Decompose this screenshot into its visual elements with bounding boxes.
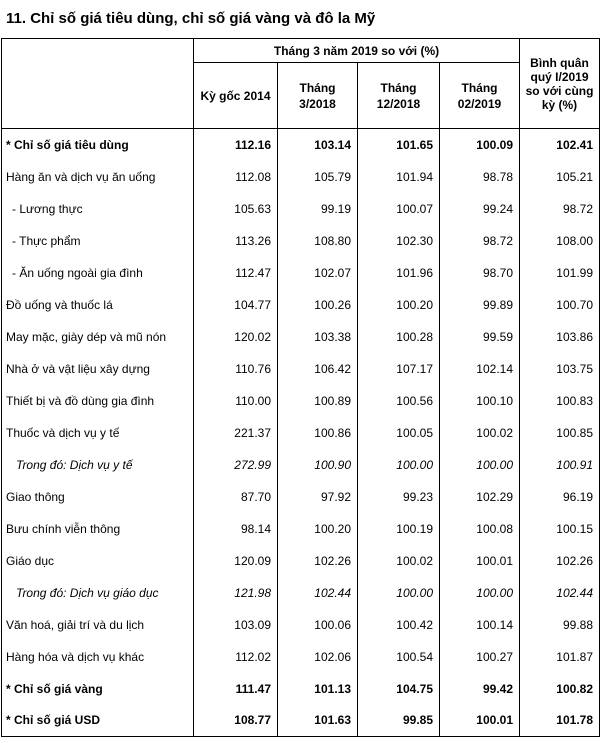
table-row — [2, 225, 600, 257]
row-value-cell: 100.89 — [278, 385, 358, 417]
row-value-cell: 102.41 — [520, 129, 600, 161]
table-row — [2, 161, 600, 193]
row-value-cell: 102.44 — [278, 577, 358, 609]
row-value-cell: 100.01 — [440, 705, 520, 737]
row-label: * Chỉ số giá USD — [2, 705, 194, 737]
row-value-cell: 101.94 — [358, 161, 440, 193]
header-col-dec-2018: Tháng 12/2018 — [358, 63, 440, 129]
row-value-cell: 100.86 — [278, 417, 358, 449]
row-value-cell: 113.26 — [194, 225, 278, 257]
row-value-cell: 100.85 — [520, 417, 600, 449]
row-value-cell: 100.27 — [440, 641, 520, 673]
row-value-cell: 100.14 — [440, 609, 520, 641]
row-label: * Chỉ số giá tiêu dùng — [2, 129, 194, 161]
row-label: Hàng hóa và dịch vụ khác — [2, 641, 194, 673]
table-row — [2, 129, 600, 161]
row-label: May mặc, giày dép và mũ nón — [2, 321, 194, 353]
row-label: Đồ uống và thuốc lá — [2, 289, 194, 321]
row-label: Văn hoá, giải trí và du lịch — [2, 609, 194, 641]
row-value-cell: 100.02 — [440, 417, 520, 449]
row-value-cell: 100.90 — [278, 449, 358, 481]
row-value-cell: 111.47 — [194, 673, 278, 705]
row-label: Trong đó: Dịch vụ y tế — [2, 449, 194, 481]
row-value-cell: 112.47 — [194, 257, 278, 289]
row-value-cell: 100.10 — [440, 385, 520, 417]
row-value-cell: 102.44 — [520, 577, 600, 609]
table-row — [2, 641, 600, 673]
row-value-cell: 98.14 — [194, 513, 278, 545]
row-value-cell: 99.19 — [278, 193, 358, 225]
row-value-cell: 102.29 — [440, 481, 520, 513]
row-label: Thiết bị và đồ dùng gia đình — [2, 385, 194, 417]
table-row — [2, 353, 600, 385]
row-value-cell: 105.79 — [278, 161, 358, 193]
row-value-cell: 121.98 — [194, 577, 278, 609]
row-value-cell: 98.72 — [520, 193, 600, 225]
row-value-cell: 103.75 — [520, 353, 600, 385]
row-value-cell: 100.56 — [358, 385, 440, 417]
page-title: 11. Chỉ số giá tiêu dùng, chỉ số giá vàng và đô la Mỹ — [6, 10, 376, 27]
row-value-cell: 101.78 — [520, 705, 600, 737]
table-row — [2, 705, 600, 737]
row-value-cell: 108.00 — [520, 225, 600, 257]
table-row — [2, 449, 600, 481]
row-value-cell: 100.26 — [278, 289, 358, 321]
row-label: Nhà ở và vật liệu xây dựng — [2, 353, 194, 385]
row-value-cell: 102.26 — [278, 545, 358, 577]
table-row — [2, 577, 600, 609]
row-value-cell: 96.19 — [520, 481, 600, 513]
row-value-cell: 98.70 — [440, 257, 520, 289]
row-label: - Ăn uống ngoài gia đình — [2, 257, 194, 289]
row-value-cell: 99.85 — [358, 705, 440, 737]
row-value-cell: 99.23 — [358, 481, 440, 513]
header-col-feb-2019: Tháng 02/2019 — [440, 63, 520, 129]
row-value-cell: 102.06 — [278, 641, 358, 673]
row-value-cell: 102.30 — [358, 225, 440, 257]
row-value-cell: 101.65 — [358, 129, 440, 161]
row-value-cell: 120.02 — [194, 321, 278, 353]
row-value-cell: 100.42 — [358, 609, 440, 641]
table-row — [2, 673, 600, 705]
row-value-cell: 103.38 — [278, 321, 358, 353]
header-col-mar-2018: Tháng 3/2018 — [278, 63, 358, 129]
row-value-cell: 100.54 — [358, 641, 440, 673]
row-value-cell: 112.08 — [194, 161, 278, 193]
row-value-cell: 100.07 — [358, 193, 440, 225]
table-row — [2, 481, 600, 513]
row-value-cell: 104.77 — [194, 289, 278, 321]
row-value-cell: 100.20 — [278, 513, 358, 545]
row-value-cell: 102.26 — [520, 545, 600, 577]
table-row — [2, 513, 600, 545]
row-value-cell: 100.00 — [358, 449, 440, 481]
row-value-cell: 120.09 — [194, 545, 278, 577]
row-value-cell: 112.02 — [194, 641, 278, 673]
row-value-cell: 99.42 — [440, 673, 520, 705]
row-value-cell: 99.59 — [440, 321, 520, 353]
row-value-cell: 100.05 — [358, 417, 440, 449]
row-value-cell: 103.86 — [520, 321, 600, 353]
row-label: Thuốc và dịch vụ y tế — [2, 417, 194, 449]
row-value-cell: 100.06 — [278, 609, 358, 641]
row-value-cell: 272.99 — [194, 449, 278, 481]
row-value-cell: 105.63 — [194, 193, 278, 225]
row-value-cell: 105.21 — [520, 161, 600, 193]
row-value-cell: 100.01 — [440, 545, 520, 577]
row-value-cell: 101.99 — [520, 257, 600, 289]
header-blank-cell — [2, 39, 194, 129]
row-value-cell: 100.08 — [440, 513, 520, 545]
row-value-cell: 110.00 — [194, 385, 278, 417]
row-value-cell: 100.19 — [358, 513, 440, 545]
table-row — [2, 193, 600, 225]
header-group-label: Tháng 3 năm 2019 so với (%) — [194, 39, 520, 63]
row-value-cell: 101.63 — [278, 705, 358, 737]
row-value-cell: 112.16 — [194, 129, 278, 161]
row-value-cell: 99.88 — [520, 609, 600, 641]
row-value-cell: 221.37 — [194, 417, 278, 449]
row-value-cell: 101.13 — [278, 673, 358, 705]
row-value-cell: 103.14 — [278, 129, 358, 161]
row-value-cell: 99.24 — [440, 193, 520, 225]
row-value-cell: 100.20 — [358, 289, 440, 321]
row-value-cell: 101.87 — [520, 641, 600, 673]
row-value-cell: 102.07 — [278, 257, 358, 289]
row-value-cell: 110.76 — [194, 353, 278, 385]
row-label: - Thực phẩm — [2, 225, 194, 257]
row-label: Hàng ăn và dịch vụ ăn uống — [2, 161, 194, 193]
row-value-cell: 100.00 — [440, 449, 520, 481]
row-value-cell: 106.42 — [278, 353, 358, 385]
row-value-cell: 108.77 — [194, 705, 278, 737]
table-row — [2, 257, 600, 289]
row-label: Giao thông — [2, 481, 194, 513]
row-value-cell: 100.70 — [520, 289, 600, 321]
row-value-cell: 100.83 — [520, 385, 600, 417]
row-value-cell: 100.91 — [520, 449, 600, 481]
row-label: Trong đó: Dịch vụ giáo dục — [2, 577, 194, 609]
table-row — [2, 609, 600, 641]
row-value-cell: 97.92 — [278, 481, 358, 513]
row-value-cell: 100.00 — [440, 577, 520, 609]
table-row — [2, 321, 600, 353]
row-value-cell: 100.28 — [358, 321, 440, 353]
table-row — [2, 545, 600, 577]
row-label: Giáo dục — [2, 545, 194, 577]
row-label: Bưu chính viễn thông — [2, 513, 194, 545]
row-value-cell: 87.70 — [194, 481, 278, 513]
row-value-cell: 98.78 — [440, 161, 520, 193]
row-label: - Lương thực — [2, 193, 194, 225]
header-average-label: Bình quân quý I/2019 so với cùng kỳ (%) — [520, 39, 600, 129]
row-value-cell: 101.96 — [358, 257, 440, 289]
row-value-cell: 99.89 — [440, 289, 520, 321]
row-value-cell: 104.75 — [358, 673, 440, 705]
row-label: * Chỉ số giá vàng — [2, 673, 194, 705]
table-row — [2, 289, 600, 321]
row-value-cell: 103.09 — [194, 609, 278, 641]
row-value-cell: 100.02 — [358, 545, 440, 577]
row-value-cell: 100.00 — [358, 577, 440, 609]
row-value-cell: 108.80 — [278, 225, 358, 257]
header-row-group — [2, 39, 600, 63]
table-row — [2, 385, 600, 417]
row-value-cell: 100.15 — [520, 513, 600, 545]
row-value-cell: 102.14 — [440, 353, 520, 385]
row-value-cell: 98.72 — [440, 225, 520, 257]
cpi-table — [1, 38, 600, 737]
header-col-base-2014: Kỳ gốc 2014 — [194, 63, 278, 129]
row-value-cell: 100.82 — [520, 673, 600, 705]
row-value-cell: 107.17 — [358, 353, 440, 385]
table-row — [2, 417, 600, 449]
row-value-cell: 100.09 — [440, 129, 520, 161]
